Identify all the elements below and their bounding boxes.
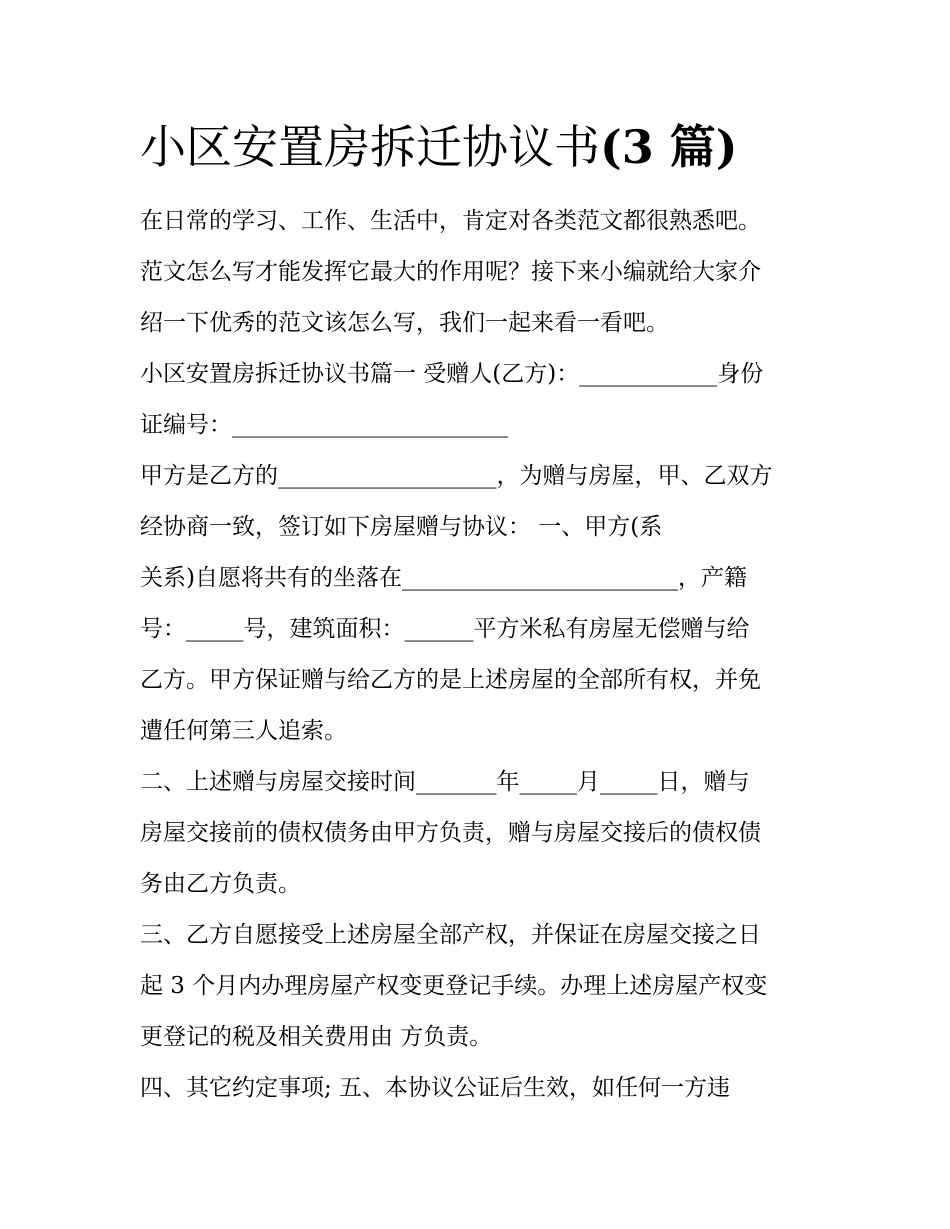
text-line: 务由乙方负责。 — [140, 871, 301, 897]
text-line: 甲方是乙方的___________________，为赠与房屋，甲、乙双方 — [140, 463, 773, 489]
title-main: 小区安置房拆迁协议书 — [140, 120, 600, 174]
text-line: 关系)自愿将共有的坐落在________________________，产籍 — [140, 565, 747, 591]
document-body — [140, 196, 820, 1114]
title-suffix: (3 篇) — [600, 120, 738, 174]
text-line: 乙方。甲方保证赠与给乙方的是上述房屋的全部所有权，并免 — [140, 667, 761, 693]
text-line: 在日常的学习、工作、生活中，肯定对各类范文都很熟悉吧。 — [140, 208, 761, 234]
text-line: 四、其它约定事项; 五、本协议公证后生效，如任何一方违 — [140, 1075, 731, 1101]
text-line: 房屋交接前的债权债务由甲方负责，赠与房屋交接后的债权债 — [140, 820, 761, 846]
text-line: 绍一下优秀的范文该怎么写，我们一起来看一看吧。 — [140, 310, 669, 336]
text-line: 范文怎么写才能发挥它最大的作用呢？接下来小编就给大家介 — [140, 259, 761, 285]
text-line: 起 3 个月内办理房屋产权变更登记手续。办理上述房屋产权变 — [140, 973, 768, 999]
text-line: 三、乙方自愿接受上述房屋全部产权，并保证在房屋交接之日 — [140, 922, 761, 948]
text-line: 遭任何第三人追索。 — [140, 718, 347, 744]
text-line: 二、上述赠与房屋交接时间_______年_____月_____日，赠与 — [140, 769, 750, 795]
text-line: 证编号：________________________ — [140, 412, 508, 438]
text-line: 经协商一致，签订如下房屋赠与协议： 一、甲方(系 — [140, 514, 663, 540]
page-title — [140, 112, 738, 182]
text-line: 小区安置房拆迁协议书篇一 受赠人(乙方)：____________身份 — [140, 361, 764, 387]
text-line: 更登记的税及相关费用由 方负责。 — [140, 1024, 493, 1050]
text-line: 号：_____号，建筑面积：______平方米私有房屋无偿赠与给 — [140, 616, 750, 642]
